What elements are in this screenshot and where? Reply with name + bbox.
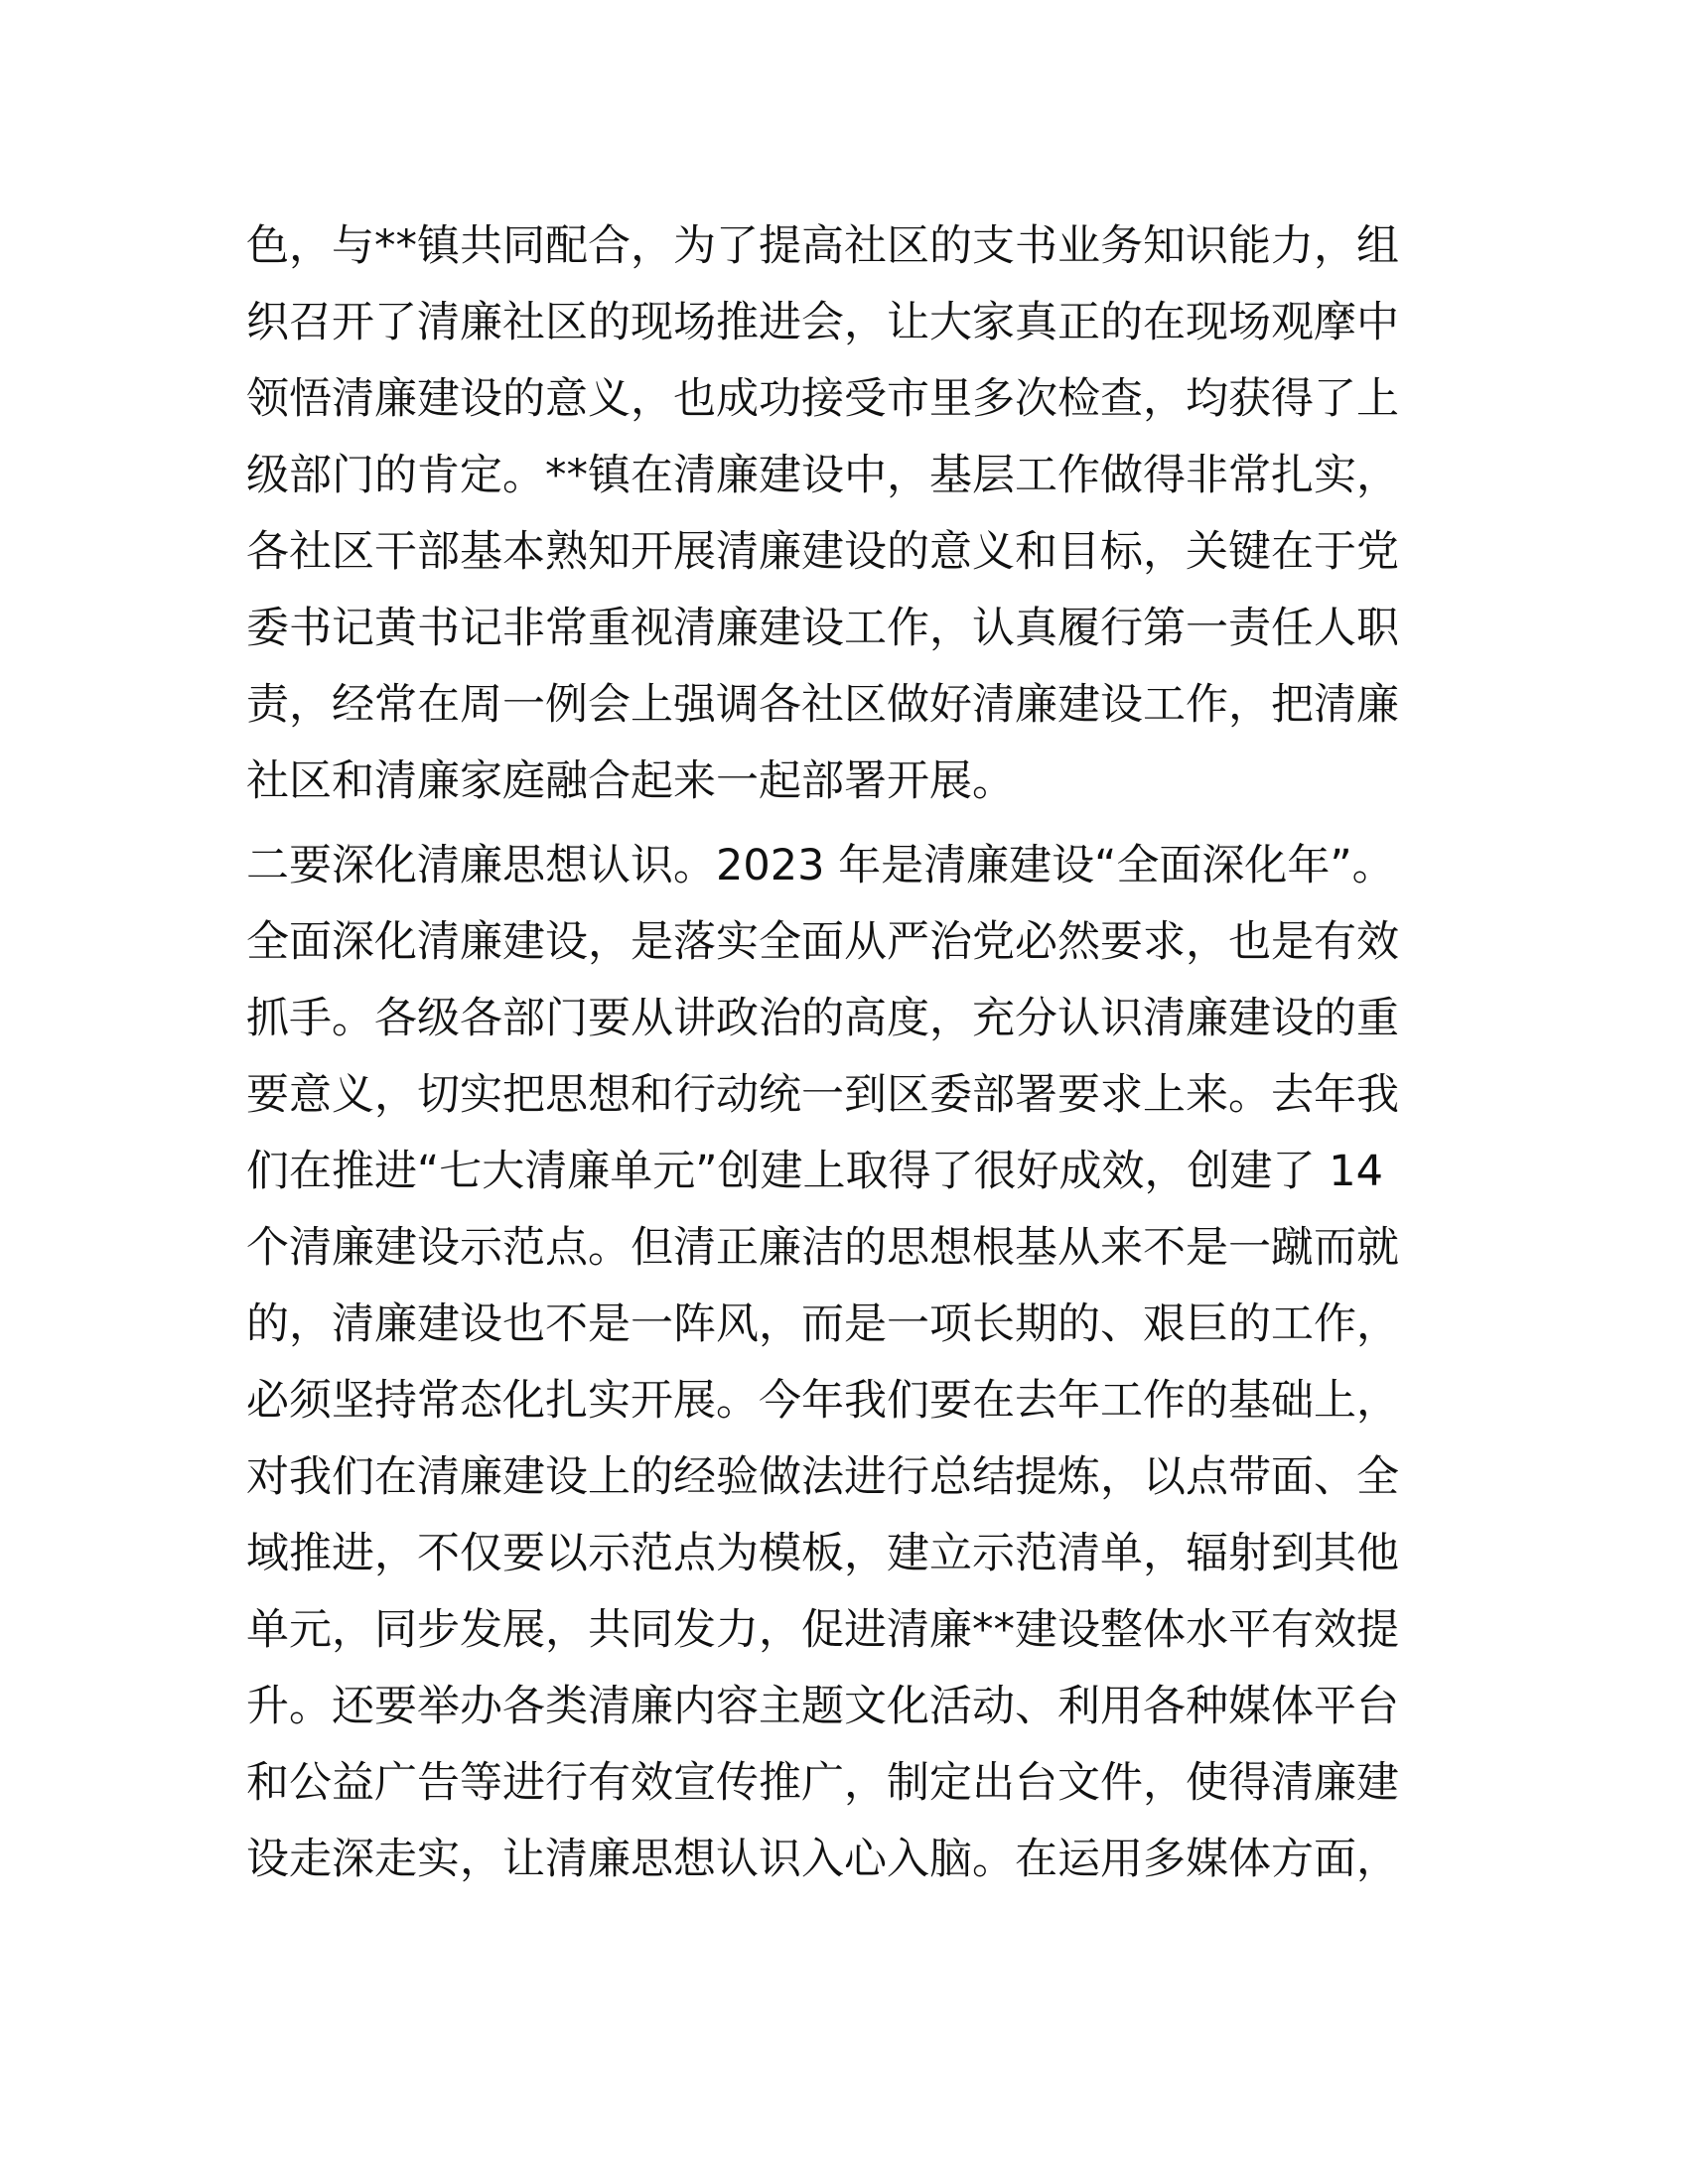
text-line: 必须坚持常态化扎实开展。今年我们要在去年工作的基础上， <box>246 1376 1399 1426</box>
text-line: 委书记黄书记非常重视清廉建设工作，认真履行第一责任人职 <box>246 604 1399 653</box>
text-line: 织召开了清廉社区的现场推进会，让大家真正的在现场观摩中 <box>246 298 1399 347</box>
text-line: 设走深走实，让清廉思想认识入心入脑。在运用多媒体方面， <box>246 1835 1399 1884</box>
paragraph-2 <box>246 828 1438 1898</box>
text-line: 个清廉建设示范点。但清正廉洁的思想根基从来不是一蹴而就 <box>246 1223 1399 1273</box>
text-line: 抓手。各级各部门要从讲政治的高度，充分认识清廉建设的重 <box>246 994 1399 1043</box>
text-line: 全面深化清廉建设，是落实全面从严治党必然要求，也是有效 <box>246 917 1399 967</box>
text-line: 领悟清廉建设的意义，也成功接受市里多次检查，均获得了上 <box>246 374 1399 424</box>
text-line: 二要深化清廉思想认识。2023 年是清廉建设“全面深化年”。 <box>246 841 1395 890</box>
text-line: 社区和清廉家庭融合起来一起部署开展。 <box>246 756 1015 806</box>
text-line: 级部门的肯定。**镇在清廉建设中，基层工作做得非常扎实， <box>246 451 1399 500</box>
text-line: 要意义，切实把思想和行动统一到区委部署要求上来。去年我 <box>246 1070 1399 1120</box>
text-line: 对我们在清廉建设上的经验做法进行总结提炼，以点带面、全 <box>246 1452 1399 1502</box>
text-line: 们在推进“七大清廉单元”创建上取得了很好成效，创建了 14 <box>246 1147 1383 1196</box>
text-line: 单元，同步发展，共同发力，促进清廉**建设整体水平有效提 <box>246 1605 1399 1655</box>
text-line: 责，经常在周一例会上强调各社区做好清廉建设工作，把清廉 <box>246 680 1399 730</box>
text-line: 各社区干部基本熟知开展清廉建设的意义和目标，关键在于党 <box>246 527 1399 577</box>
text-line: 和公益广告等进行有效宣传推广，制定出台文件，使得清廉建 <box>246 1758 1399 1808</box>
text-line: 域推进，不仅要以示范点为模板，建立示范清单，辐射到其他 <box>246 1529 1399 1578</box>
body-text <box>246 208 1438 1906</box>
text-line: 的，清廉建设也不是一阵风，而是一项长期的、艰巨的工作， <box>246 1299 1399 1349</box>
paragraph-1 <box>246 208 1438 820</box>
text-line: 升。还要举办各类清廉内容主题文化活动、利用各种媒体平台 <box>246 1682 1399 1731</box>
text-line: 色，与**镇共同配合，为了提高社区的支书业务知识能力，组 <box>246 221 1399 271</box>
